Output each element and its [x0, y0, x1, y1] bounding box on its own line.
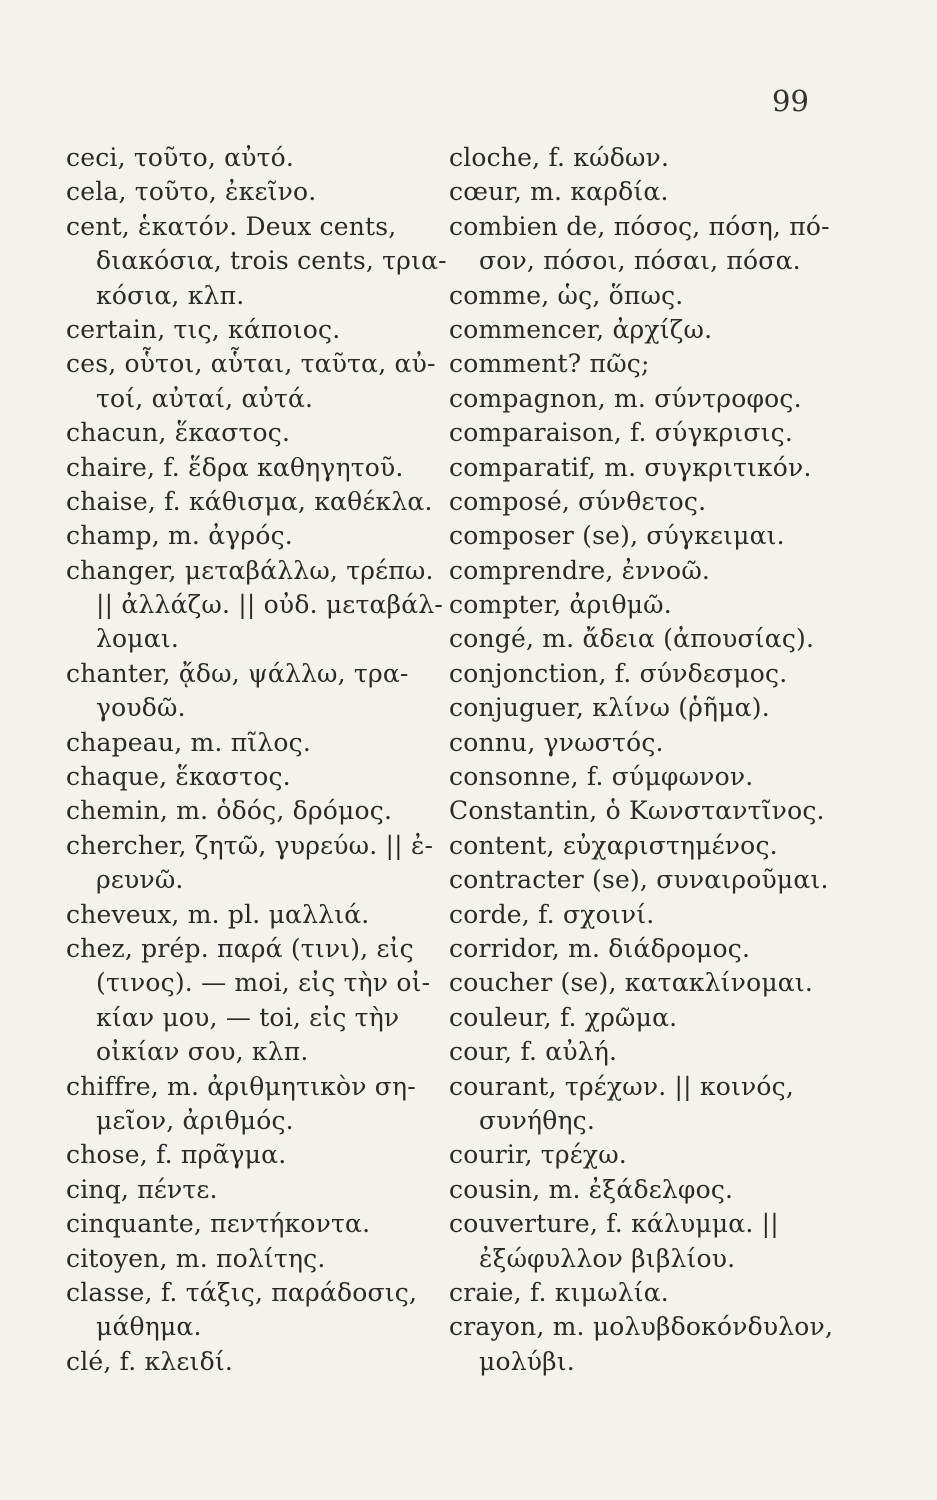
dictionary-line: μάθημα.: [96, 1312, 202, 1342]
dictionary-line: congé, m. ἄδεια (ἀπουσίας).: [449, 624, 815, 654]
dictionary-line: || ἀλλάζω. || οὐδ. μεταβάλ-: [96, 590, 444, 620]
dictionary-line: cent, ἑκατόν. Deux cents,: [66, 211, 397, 241]
dictionary-line: commencer, ἀρχίζω.: [449, 314, 713, 344]
dictionary-line: corde, f. σχοινί.: [449, 899, 655, 929]
dictionary-line: comparatif, m. συγκριτικόν.: [449, 452, 812, 482]
dictionary-line: cour, f. αὐλή.: [449, 1037, 618, 1067]
dictionary-line: coucher (se), κατακλίνομαι.: [449, 968, 813, 998]
dictionary-line: cœur, m. καρδία.: [449, 177, 669, 207]
dictionary-line: cloche, f. κώδων.: [449, 143, 670, 172]
dictionary-line: crayon, m. μολυβδοκόνδυλον,: [449, 1312, 834, 1342]
dictionary-line: comprendre, ἐννοῶ.: [449, 555, 711, 585]
dictionary-line: couleur, f. χρῶμα.: [449, 1002, 678, 1032]
dictionary-line: consonne, f. σύμφωνον.: [449, 762, 754, 792]
dictionary-line: clé, f. κλειδί.: [66, 1346, 233, 1376]
dictionary-line: chaire, f. ἕδρα καθηγητοῦ.: [66, 452, 404, 482]
dictionary-line: connu, γνωστός.: [449, 727, 664, 757]
dictionary-line: chapeau, m. πῖλος.: [66, 727, 311, 757]
dictionary-line: cheveux, m. pl. μαλλιά.: [66, 899, 370, 929]
dictionary-line: γουδῶ.: [96, 693, 186, 723]
dictionary-line: ces, οὗτοι, αὗται, ταῦτα, αὐ-: [66, 349, 436, 379]
dictionary-line: chemin, m. ὁδός, δρόμος.: [66, 796, 393, 826]
dictionary-line: conjonction, f. σύνδεσμος.: [449, 658, 788, 688]
dictionary-line: citoyen, m. πολίτης.: [66, 1243, 326, 1273]
dictionary-line: chiffre, m. ἀριθμητικὸν ση-: [66, 1071, 416, 1101]
dictionary-line: chanter, ᾄδω, ψάλλω, τρα-: [66, 658, 409, 688]
dictionary-line: cinquante, πεντήκοντα.: [66, 1209, 371, 1239]
dictionary-line: μολύβι.: [479, 1346, 575, 1376]
dictionary-line: compter, ἀριθμῶ.: [449, 590, 672, 620]
dictionary-line: content, εὐχαριστημένος.: [449, 830, 778, 860]
dictionary-line: chercher, ζητῶ, γυρεύω. || ἐ-: [66, 830, 434, 860]
dictionary-line: couverture, f. κάλυμμα. ||: [449, 1209, 779, 1239]
dictionary-line: changer, μεταβάλλω, τρέπω.: [66, 555, 434, 585]
dictionary-line: chacun, ἕκαστος.: [66, 418, 291, 448]
dictionary-line: conjuguer, κλίνω (ῥῆμα).: [449, 693, 770, 723]
dictionary-line: κόσια, κλπ.: [96, 280, 245, 310]
dictionary-line: οἰκίαν σου, κλπ.: [96, 1037, 309, 1067]
dictionary-line: classe, f. τάξις, παράδοσις,: [66, 1277, 418, 1307]
dictionary-line: contracter (se), συναιροῦμαι.: [449, 865, 829, 895]
dictionary-line: courir, τρέχω.: [449, 1140, 627, 1170]
dictionary-line: Constantin, ὁ Κωνσταντῖνος.: [449, 796, 825, 826]
dictionary-line: combien de, πόσος, πόση, πό-: [449, 211, 830, 241]
page-number: 99: [772, 84, 809, 118]
dictionary-line: μεῖον, ἀριθμός.: [96, 1105, 294, 1135]
dictionary-line: comme, ὡς, ὅπως.: [449, 280, 684, 310]
dictionary-line: corridor, m. διάδρομος.: [449, 933, 751, 963]
dictionary-line: comment? πῶς;: [449, 349, 650, 379]
dictionary-line: composer (se), σύγκειμαι.: [449, 521, 785, 551]
dictionary-line: συνήθης.: [479, 1105, 596, 1135]
dictionary-line: cinq, πέντε.: [66, 1174, 218, 1204]
dictionary-line: certain, τις, κάποιος.: [66, 314, 341, 344]
right-column: [449, 141, 839, 1379]
dictionary-line: courant, τρέχων. || κοινός,: [449, 1071, 795, 1101]
dictionary-line: chaise, f. κάθισμα, καθέκλα.: [66, 486, 433, 516]
dictionary-line: chaque, ἕκαστος.: [66, 762, 291, 792]
dictionary-line: διακόσια, trois cents, τρια-: [96, 246, 447, 276]
dictionary-line: σον, πόσοι, πόσαι, πόσα.: [479, 246, 801, 276]
dictionary-line: (τινος). — moi, εἰς τὴν οἰ-: [96, 968, 431, 998]
dictionary-line: champ, m. ἀγρός.: [66, 521, 293, 551]
dictionary-line: κίαν μου, — toi, εἰς τὴν: [96, 1002, 400, 1032]
dictionary-line: cousin, m. ἐξάδελφος.: [449, 1174, 734, 1204]
left-column: [66, 141, 447, 1379]
dictionary-line: comparaison, f. σύγκρισις.: [449, 418, 793, 448]
dictionary-line: composé, σύνθετος.: [449, 486, 707, 516]
dictionary-line: ρευνῶ.: [96, 865, 184, 895]
dictionary-line: compagnon, m. σύντροφος.: [449, 383, 802, 413]
dictionary-line: λομαι.: [96, 624, 179, 654]
dictionary-line: craie, f. κιμωλία.: [449, 1277, 669, 1307]
dictionary-line: τοί, αὐταί, αὐτά.: [96, 383, 314, 413]
dictionary-line: chose, f. πρᾶγμα.: [66, 1140, 287, 1170]
dictionary-line: ceci, τοῦτο, αὐτό.: [66, 143, 295, 172]
dictionary-line: ἐξώφυλλον βιβλίου.: [479, 1243, 736, 1273]
dictionary-line: cela, τοῦτο, ἐκεῖνο.: [66, 177, 317, 207]
dictionary-line: chez, prép. παρά (τινι), εἰς: [66, 933, 414, 963]
